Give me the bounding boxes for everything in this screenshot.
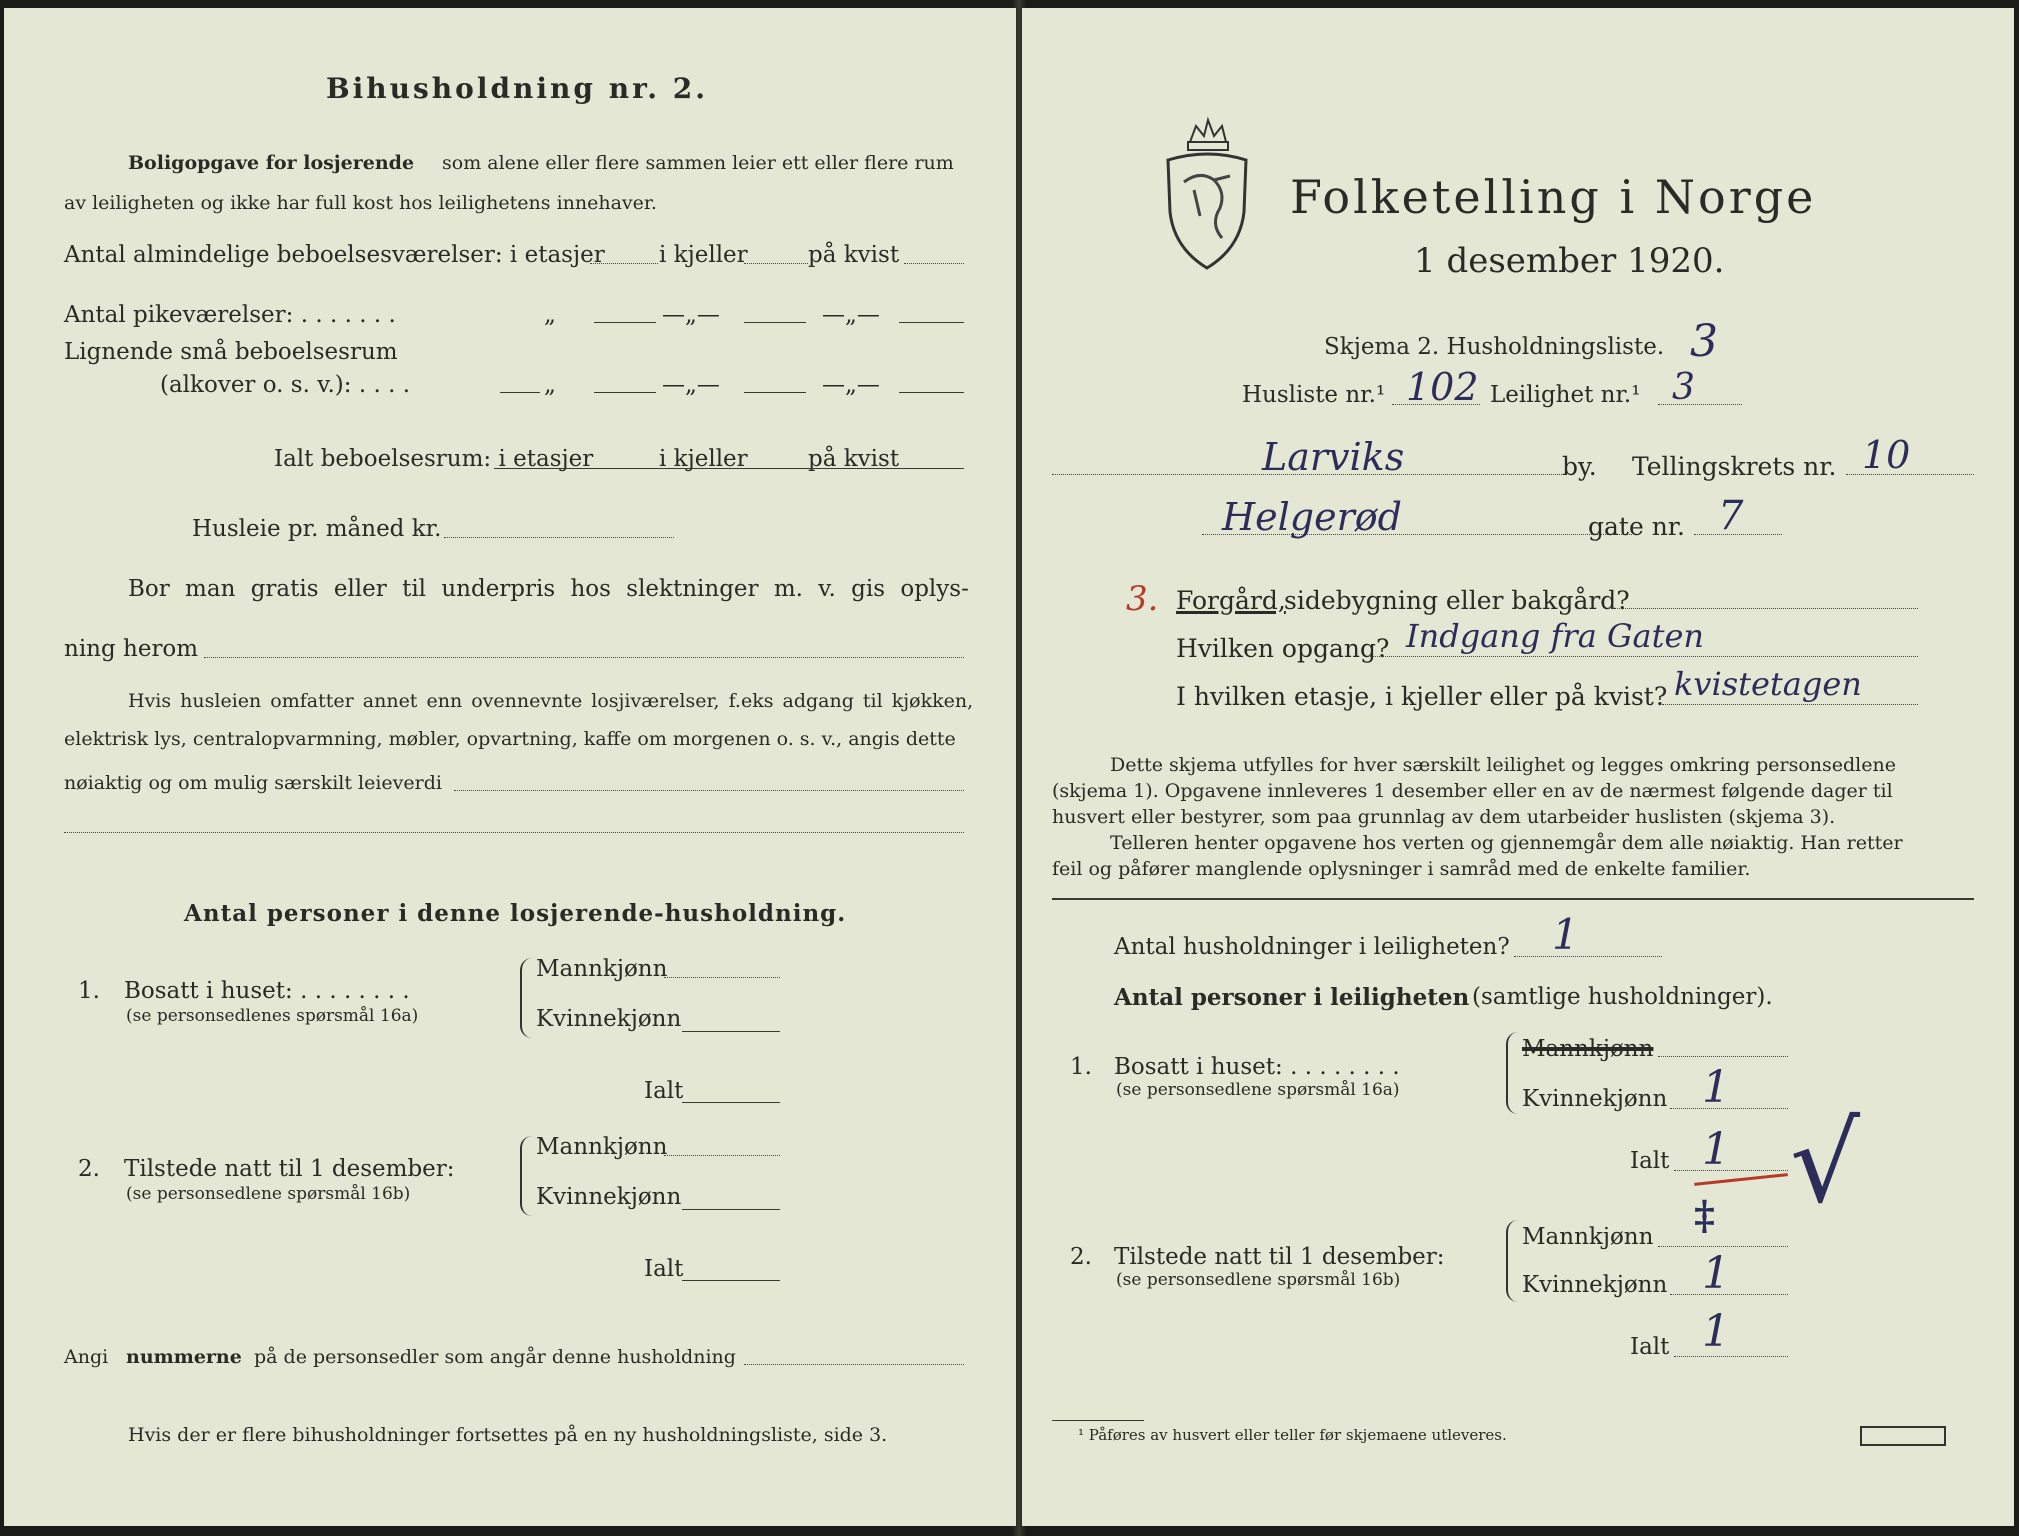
total-rooms-label: Ialt beboelsesrum: i etasjer xyxy=(274,446,594,472)
intro-line2: av leiligheten og ikke har full kost hos leilighetens innehaver. xyxy=(64,192,657,214)
page-title: Bihusholdning nr. 2. xyxy=(326,72,708,105)
inclusions-text: Hvis husleien omfatter annet enn ovennevnte losjiværelser, f.eks adgang til kjøkken, xyxy=(128,690,974,712)
q1-label: Bosatt i huset: . . . . . . . . xyxy=(1114,1054,1400,1080)
field-total-rooms[interactable] xyxy=(494,468,964,469)
ditto-mark: „ xyxy=(544,302,556,328)
footnote-rule xyxy=(1052,1420,1144,1421)
field-q2-total[interactable] xyxy=(682,1280,780,1281)
field-q1-total[interactable] xyxy=(1674,1170,1788,1171)
persons-heading-bold: Antal personer i leiligheten xyxy=(1114,984,1470,1011)
numbers-bold: nummerne xyxy=(126,1346,242,1368)
instruction-text: (skjema 1). Opgavene innleveres 1 desember eller en av de nærmest følgende dager til xyxy=(1052,780,1893,802)
similar-rooms-label: Lignende små beboelsesrum xyxy=(64,339,398,365)
yard-annotation: 3. xyxy=(1126,579,1159,619)
q2-female-label: Kvinnekjønn xyxy=(1522,1272,1668,1298)
field-inclusions-2[interactable] xyxy=(64,832,964,833)
printer-stamp xyxy=(1860,1426,1946,1446)
q2-male-label: Mannkjønn xyxy=(1522,1224,1654,1250)
ditto-mark: —„— xyxy=(822,372,880,398)
rooms-kjeller-label: i kjeller xyxy=(659,242,748,268)
floor-value[interactable]: kvistetagen xyxy=(1674,665,1862,703)
q1-total-label: Ialt xyxy=(644,1078,684,1104)
rent-label: Husleie pr. måned kr. xyxy=(192,516,442,542)
entrance-value[interactable]: Indgang fra Gaten xyxy=(1406,617,1704,655)
yard-forgard: Forgård, xyxy=(1176,586,1286,615)
numbers-rest: på de personsedler som angår denne husholdning xyxy=(254,1346,736,1368)
similar-rooms-sublabel: (alkover o. s. v.): . . . . xyxy=(160,372,411,398)
ditto-mark: —„— xyxy=(662,372,720,398)
brace xyxy=(520,1136,536,1216)
form-title: Folketelling i Norge xyxy=(1290,170,1817,224)
field-yard[interactable] xyxy=(1608,608,1918,609)
instruction-text: husvert eller bestyrer, som paa grunnlag av dem utarbeider huslisten (skjema 3). xyxy=(1052,806,1836,828)
q2-male-value[interactable]: ‡ xyxy=(1694,1192,1715,1239)
field-rooms-kvist[interactable] xyxy=(904,263,964,264)
huslist-label: Husliste nr.¹ xyxy=(1242,382,1386,408)
field-rooms-etasjer[interactable] xyxy=(590,263,658,264)
q1-sublabel: (se personsedlene spørsmål 16a) xyxy=(1116,1080,1400,1100)
q2-male-label: Mannkjønn xyxy=(536,1134,668,1160)
floor-label: I hvilken etasje, i kjeller eller på kvist? xyxy=(1176,682,1668,711)
q1-label: Bosatt i huset: . . . . . . . . xyxy=(124,978,410,1004)
field-q1-female[interactable] xyxy=(682,1031,780,1032)
ditto-mark: —„— xyxy=(822,302,880,328)
q2-total-label: Ialt xyxy=(644,1256,684,1282)
field-inclusions[interactable] xyxy=(454,790,964,791)
q2-female-label: Kvinnekjønn xyxy=(536,1184,682,1210)
q1-female-label: Kvinnekjønn xyxy=(536,1006,682,1032)
entrance-label: Hvilken opgang? xyxy=(1176,634,1390,663)
field-similar-pre[interactable] xyxy=(500,392,540,393)
q1-total-value[interactable]: 1 xyxy=(1702,1124,1730,1175)
free-housing-label: Bor man gratis eller til underpris hos slektninger m. v. gis oplys- xyxy=(128,576,969,602)
free-housing-label2: ning herom xyxy=(64,636,199,662)
schema-label: Skjema 2. Husholdningsliste. xyxy=(1324,334,1665,360)
field-apartment[interactable] xyxy=(1658,404,1742,405)
q1-number: 1. xyxy=(1070,1054,1092,1080)
footnote: ¹ Påføres av husvert eller teller før skjemaene utleveres. xyxy=(1078,1426,1507,1444)
field-q1-male[interactable] xyxy=(664,977,780,978)
instruction-text: feil og påfører manglende oplysninger i samråd med de enkelte familier. xyxy=(1052,858,1751,880)
street-value[interactable]: Helgerød xyxy=(1222,495,1402,539)
field-entrance[interactable] xyxy=(1370,656,1918,657)
street-number-value[interactable]: 7 xyxy=(1718,493,1744,539)
intro-bold: Boligopgave for losjerende xyxy=(128,152,415,174)
more-households-note: Hvis der er flere bihusholdninger fortsettes på en ny husholdningsliste, side 3. xyxy=(128,1424,888,1446)
field-similar-kvist[interactable] xyxy=(899,392,964,393)
instruction-text: Dette skjema utfylles for hver særskilt leilighet og legges omkring personsedlene xyxy=(1110,754,1896,776)
street-label: gate nr. xyxy=(1588,512,1685,541)
divider xyxy=(1052,898,1974,900)
census-date: 1 desember 1920. xyxy=(1414,241,1725,281)
q2-label: Tilstede natt til 1 desember: xyxy=(124,1156,455,1182)
q2-number: 2. xyxy=(78,1156,100,1182)
field-households[interactable] xyxy=(1514,956,1662,957)
field-q2-total[interactable] xyxy=(1674,1356,1788,1357)
field-maid-kjeller[interactable] xyxy=(744,322,806,323)
q1-number: 1. xyxy=(78,978,100,1004)
intro-rest: som alene eller flere sammen leier ett eller flere rum xyxy=(442,152,954,174)
city-value[interactable]: Larviks xyxy=(1262,435,1405,479)
yard-question: sidebygning eller bakgård? xyxy=(1284,586,1630,615)
q1-female-value[interactable]: 1 xyxy=(1702,1062,1730,1113)
q1-sublabel: (se personsedlenes spørsmål 16a) xyxy=(126,1006,419,1026)
rooms-label: Antal almindelige beboelsesværelser: i etasjer xyxy=(64,242,605,268)
q2-sublabel: (se personsedlene spørsmål 16b) xyxy=(126,1184,411,1204)
total-kjeller-label: i kjeller xyxy=(659,446,748,472)
q2-total-value[interactable]: 1 xyxy=(1702,1306,1730,1357)
field-floor[interactable] xyxy=(1662,704,1918,705)
brace xyxy=(1506,1220,1522,1302)
household-list-number[interactable]: 3 xyxy=(1690,316,1718,367)
numbers-pre: Angi xyxy=(64,1346,109,1368)
field-rooms-kjeller[interactable] xyxy=(744,263,808,264)
households-label: Antal husholdninger i leiligheten? xyxy=(1114,934,1510,960)
field-q1-male[interactable] xyxy=(1658,1056,1788,1057)
apartment-label: Leilighet nr.¹ xyxy=(1490,382,1641,408)
households-value[interactable]: 1 xyxy=(1552,910,1579,959)
field-q2-male[interactable] xyxy=(1658,1246,1788,1247)
q1-male-label-struck: Mannkjønn xyxy=(1522,1036,1654,1062)
inclusions-text2: elektrisk lys, centralopvarmning, møbler, opvartning, kaffe om morgenen o. s. v., angis dette xyxy=(64,728,956,750)
field-q1-total[interactable] xyxy=(682,1102,780,1103)
field-maid-kvist[interactable] xyxy=(899,322,964,323)
field-similar-etasjer[interactable] xyxy=(594,392,656,393)
brace xyxy=(1506,1032,1522,1114)
checkmark-icon: √ xyxy=(1790,1099,1861,1227)
right-page xyxy=(1022,8,2014,1526)
field-person-numbers[interactable] xyxy=(744,1364,964,1365)
q1-female-label: Kvinnekjønn xyxy=(1522,1086,1668,1112)
total-kvist-label: på kvist xyxy=(808,446,900,472)
brace xyxy=(520,958,536,1038)
district-label: Tellingskrets nr. xyxy=(1632,452,1837,481)
field-q2-male[interactable] xyxy=(664,1155,780,1156)
field-free-housing[interactable] xyxy=(204,657,964,658)
q2-label: Tilstede natt til 1 desember: xyxy=(1114,1244,1445,1270)
apartment-value[interactable]: 3 xyxy=(1672,367,1695,408)
q2-sublabel: (se personsedlene spørsmål 16b) xyxy=(1116,1270,1401,1290)
ditto-mark: „ xyxy=(544,372,556,398)
norwegian-coat-of-arms-icon xyxy=(1160,112,1250,272)
huslist-value[interactable]: 102 xyxy=(1406,365,1479,409)
ditto-mark: —„— xyxy=(662,302,720,328)
field-rent[interactable] xyxy=(444,537,674,538)
field-q2-female[interactable] xyxy=(682,1209,780,1210)
q2-number: 2. xyxy=(1070,1244,1092,1270)
instruction-text: Telleren henter opgavene hos verten og gjennemgår dem alle nøiaktig. Han retter xyxy=(1110,832,1903,854)
persons-heading: Antal personer i denne losjerende-husholdning. xyxy=(184,900,847,927)
maid-rooms-label: Antal pikeværelser: . . . . . . . xyxy=(64,302,396,328)
q1-male-label: Mannkjønn xyxy=(536,956,668,982)
left-page xyxy=(4,8,1016,1526)
field-maid-etasjer[interactable] xyxy=(594,322,656,323)
field-similar-kjeller[interactable] xyxy=(744,392,806,393)
city-label: by. xyxy=(1562,452,1597,481)
red-underline-mark xyxy=(1694,1173,1788,1186)
inclusions-text3: nøiaktig og om mulig særskilt leieverdi xyxy=(64,772,442,794)
persons-heading-rest: (samtlige husholdninger). xyxy=(1472,984,1773,1010)
rooms-kvist-label: på kvist xyxy=(808,242,900,268)
q1-total-label: Ialt xyxy=(1630,1148,1670,1174)
district-value[interactable]: 10 xyxy=(1862,433,1911,477)
q2-total-label: Ialt xyxy=(1630,1334,1670,1360)
q2-female-value[interactable]: 1 xyxy=(1702,1248,1730,1299)
